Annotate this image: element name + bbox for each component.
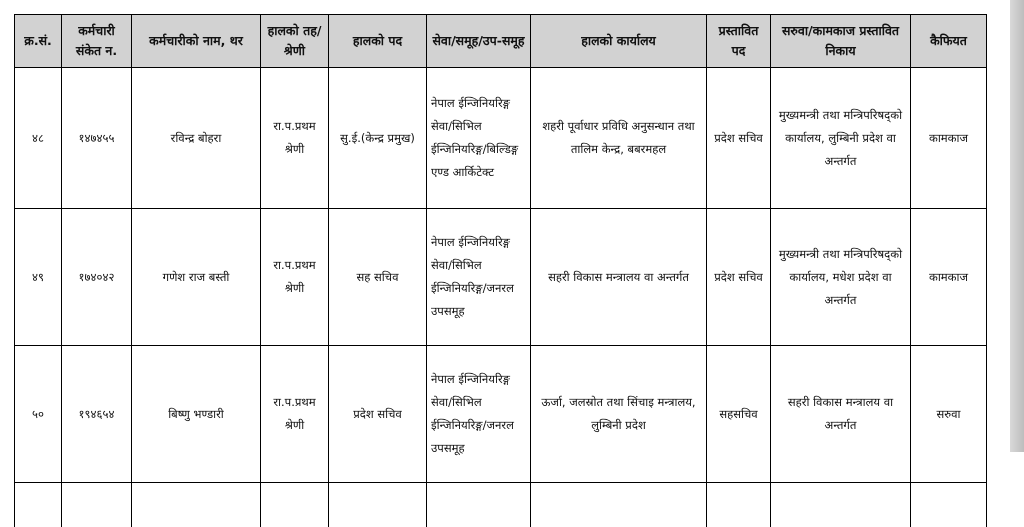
- cell-employee-name: बिष्णु भण्डारी: [132, 346, 261, 483]
- cell-current-level: रा.प.प्रथम श्रेणी: [261, 209, 329, 346]
- cell-service-group: नेपाल ईन्जिनियरिङ्ग सेवा/सिभिल ईन्जिनियरिङ्ग/जनरल उपसमूह: [427, 346, 531, 483]
- header-current-office: हालको कार्यालय: [531, 15, 707, 68]
- cell-remarks: कामकाज: [911, 68, 987, 209]
- cell-current-office: सहरी विकास मन्त्रालय वा अन्तर्गत: [531, 209, 707, 346]
- cell-empty: [62, 483, 132, 527]
- header-current-level: हालको तह/श्रेणी: [261, 15, 329, 68]
- cell-empty: [707, 483, 771, 527]
- cell-empty: [132, 483, 261, 527]
- cell-employee-name: रविन्द्र बोहरा: [132, 68, 261, 209]
- page-edge-shadow: [1010, 0, 1024, 452]
- cell-current-post: सह सचिव: [329, 209, 427, 346]
- cell-employee-name: गणेश राज बस्ती: [132, 209, 261, 346]
- cell-current-post: सु.ई.(केन्द्र प्रमुख): [329, 68, 427, 209]
- cell-serial: ४९: [15, 209, 62, 346]
- cell-remarks: सरुवा: [911, 346, 987, 483]
- cell-employee-code: १९४६५४: [62, 346, 132, 483]
- table-row: [15, 346, 987, 483]
- cell-current-office: ऊर्जा, जलस्रोत तथा सिंचाइ मन्त्रालय, लुम्बिनी प्रदेश: [531, 346, 707, 483]
- cell-proposed-body: मुख्यमन्त्री तथा मन्त्रिपरिषद्को कार्यालय, मधेश प्रदेश वा अन्तर्गत: [771, 209, 911, 346]
- table-row: [15, 68, 987, 209]
- cell-remarks: कामकाज: [911, 209, 987, 346]
- header-employee-code: कर्मचारी संकेत न.: [62, 15, 132, 68]
- cell-proposed-post: प्रदेश सचिव: [707, 209, 771, 346]
- header-proposed-body: सरुवा/कामकाज प्रस्तावित निकाय: [771, 15, 911, 68]
- cell-proposed-post: सहसचिव: [707, 346, 771, 483]
- cell-empty: [261, 483, 329, 527]
- cell-empty: [329, 483, 427, 527]
- header-serial: क्र.सं.: [15, 15, 62, 68]
- cell-empty: [911, 483, 987, 527]
- table-row-partial: [15, 483, 987, 527]
- cell-current-level: रा.प.प्रथम श्रेणी: [261, 68, 329, 209]
- cell-empty: [427, 483, 531, 527]
- cell-current-post: प्रदेश सचिव: [329, 346, 427, 483]
- cell-empty: [771, 483, 911, 527]
- cell-employee-code: १७४०४२: [62, 209, 132, 346]
- transfer-table: [14, 14, 987, 527]
- cell-service-group: नेपाल ईन्जिनियरिङ्ग सेवा/सिभिल ईन्जिनियरिङ्ग/जनरल उपसमूह: [427, 209, 531, 346]
- cell-employee-code: १४७४५५: [62, 68, 132, 209]
- header-current-post: हालको पद: [329, 15, 427, 68]
- cell-empty: [15, 483, 62, 527]
- header-employee-name: कर्मचारीको नाम, थर: [132, 15, 261, 68]
- header-proposed-post: प्रस्तावित पद: [707, 15, 771, 68]
- header-service-group: सेवा/समूह/उप-समूह: [427, 15, 531, 68]
- cell-current-level: रा.प.प्रथम श्रेणी: [261, 346, 329, 483]
- table-row: [15, 209, 987, 346]
- cell-proposed-body: सहरी विकास मन्त्रालय वा अन्तर्गत: [771, 346, 911, 483]
- cell-service-group: नेपाल ईन्जिनियरिङ्ग सेवा/सिभिल ईन्जिनियरिङ्ग/बिल्डिङ्ग एण्ड आर्किटेक्ट: [427, 68, 531, 209]
- cell-current-office: शहरी पूर्वाधार प्रविधि अनुसन्धान तथा तालिम केन्द्र, बबरमहल: [531, 68, 707, 209]
- cell-serial: ४८: [15, 68, 62, 209]
- header-remarks: कैफियत: [911, 15, 987, 68]
- cell-empty: [531, 483, 707, 527]
- cell-proposed-body: मुख्यमन्त्री तथा मन्त्रिपरिषद्को कार्यालय, लुम्बिनी प्रदेश वा अन्तर्गत: [771, 68, 911, 209]
- header-row: [15, 15, 987, 68]
- cell-proposed-post: प्रदेश सचिव: [707, 68, 771, 209]
- cell-serial: ५०: [15, 346, 62, 483]
